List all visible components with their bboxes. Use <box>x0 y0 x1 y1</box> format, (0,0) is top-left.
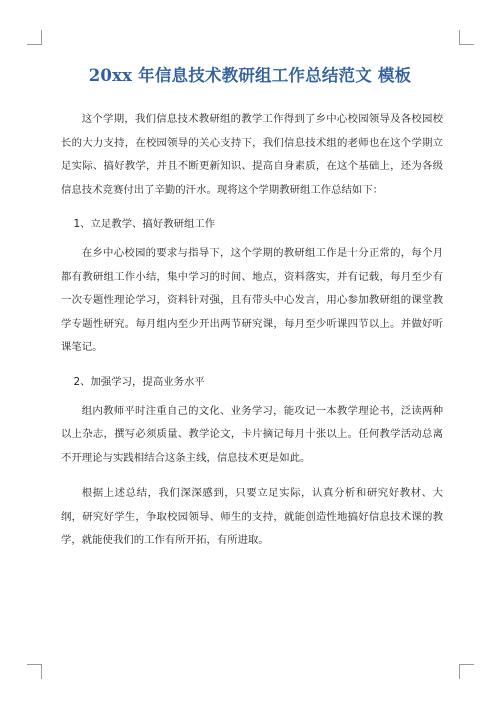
intro-paragraph: 这个学期，我们信息技术教研组的教学工作得到了乡中心校园领导及各校园校长的大力支持，在校园领导的关心支持下，我们信息技术组的老师也在这个学期立足实际、搞好教学，并且不断更新知识、提高自身素质，在这个基础上，还为各级信息技术竞赛付出了辛勤的汗水。现将这个学期教研组工作总结如下： <box>61 113 443 196</box>
section-2-paragraph: 组内教师平时注重自己的文化、业务学习，能攻记一本教学理论书，泛读两种以上杂志，撰写必须质量、教学论文，卡片摘记每月十张以上。任何教学活动总离不开理论与实践相结合这条主线，信息技术更是如此。 <box>61 404 443 464</box>
crop-mark-bottom-right <box>459 664 474 679</box>
section-heading-2: 2、加强学习，提高业务水平 <box>73 375 205 388</box>
section-heading-1: 1、立足教学、搞好教研组工作 <box>73 218 216 230</box>
crop-mark-bottom-left <box>27 664 42 679</box>
crop-mark-top-left <box>27 30 42 45</box>
section-1-paragraph: 在乡中心校园的要求与指导下，这个学期的教研组工作是十分正常的，每个月都有教研组工作小结，集中学习的时间、地点，资料落实，并有记载，每月至少有一次专题性理论学习，资料针对强，且有带头中心发言，用心参加教研组的课堂教学专题性研究。每月组内至少开出两节研究课，每月至少听课四节以上。并做好听课笔记。 <box>61 247 443 353</box>
document-title: 20xx 年信息技术教研组工作总结范文 模板 <box>88 66 412 85</box>
crop-mark-top-right <box>459 30 474 45</box>
document-body <box>61 108 443 565</box>
conclusion-paragraph: 根据上述总结，我们深深感到，只要立足实际，认真分析和研究好教材、大纲，研究好学生，争取校园领导、师生的支持，就能创造性地搞好信息技术课的教学，就能使我们的工作有所开拓，有所进取。 <box>61 487 443 546</box>
